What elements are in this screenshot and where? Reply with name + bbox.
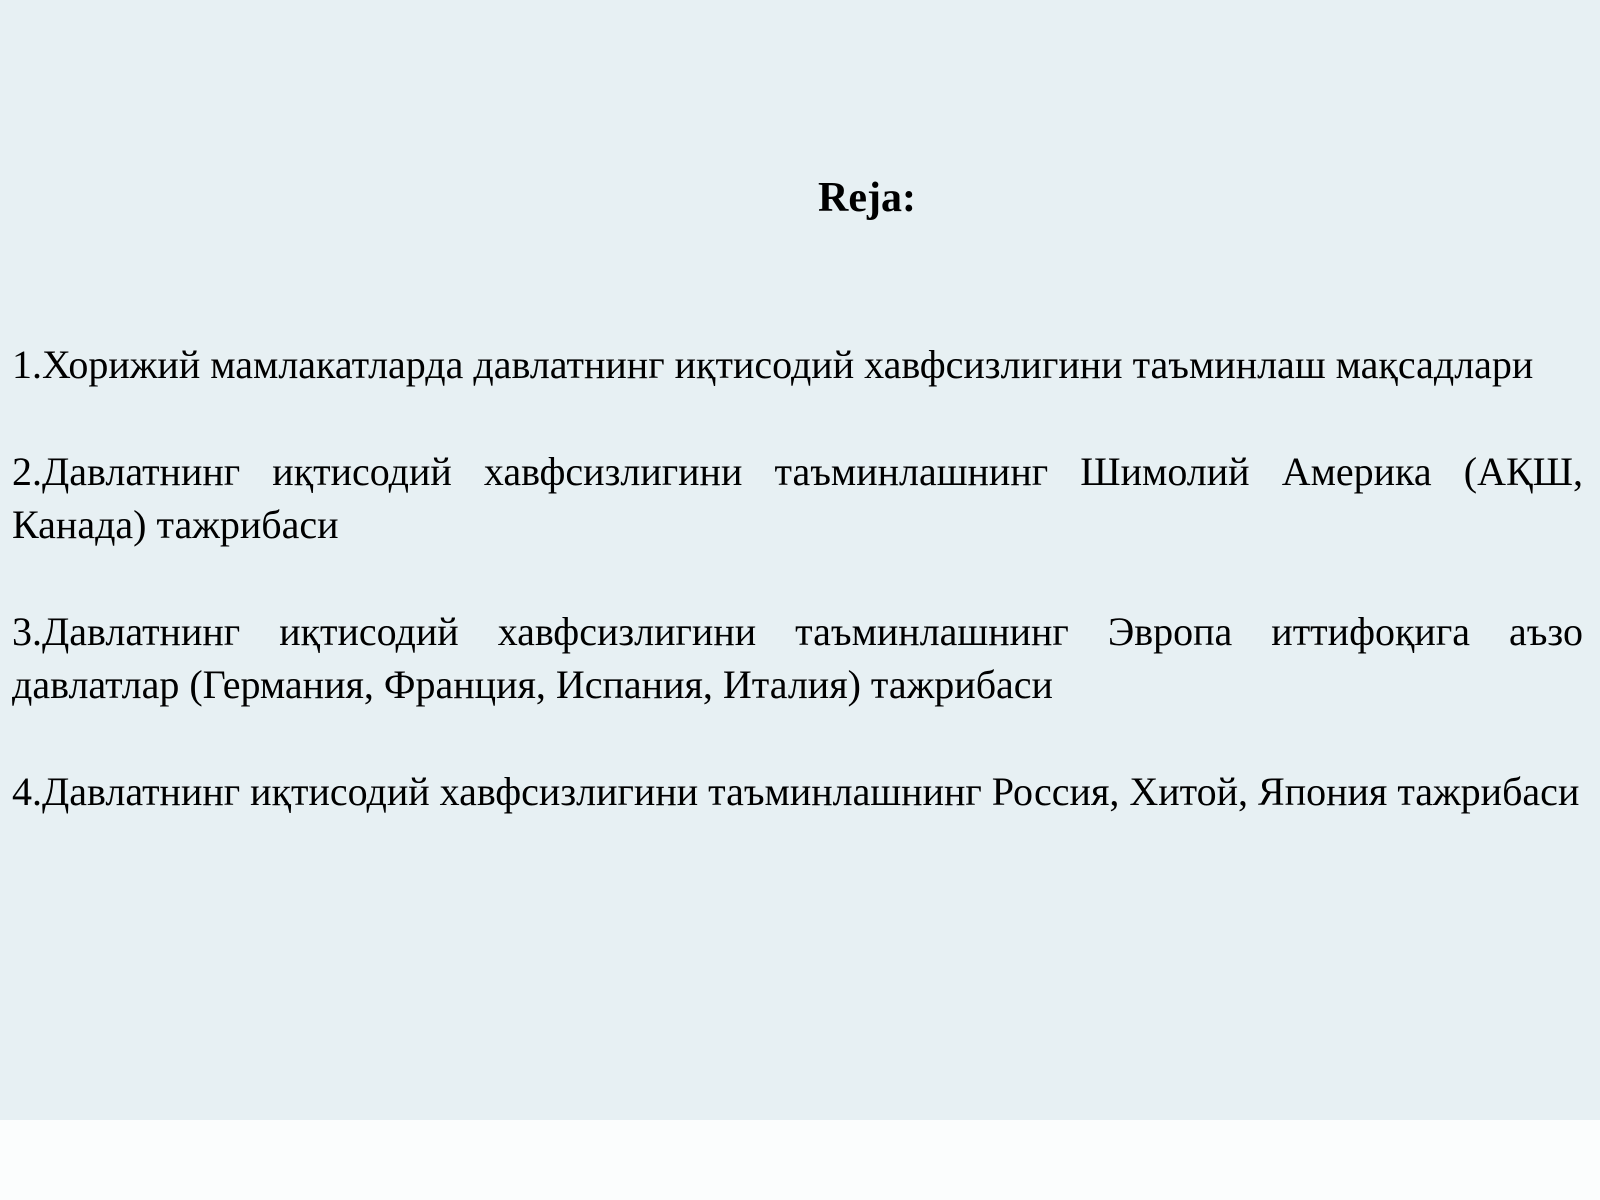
- plan-item-1: 1.Хорижий мамлакатларда давлатнинг иқтисодий хавфсизлигини таъминлаш мақсадлари: [12, 342, 1534, 387]
- plan-list: [12, 338, 1583, 872]
- slide-title: Reja:: [818, 175, 916, 221]
- bottom-margin: [0, 1120, 1600, 1200]
- plan-item-4: 4.Давлатнинг иқтисодий хавфсизлигини таъминлашнинг Россия, Хитой, Япония тажрибаси: [12, 769, 1580, 814]
- plan-item-2: 2.Давлатнинг иқтисодий хавфсизлигини таъминлашнинг Шимолий Америка (АҚШ, Канада) тажрибаси: [12, 449, 1583, 547]
- plan-item-3: 3.Давлатнинг иқтисодий хавфсизлигини таъминлашнинг Эвропа иттифоқига аъзо давлатлар (Германия, Франция, Испания, Италия) тажрибаси: [12, 609, 1583, 707]
